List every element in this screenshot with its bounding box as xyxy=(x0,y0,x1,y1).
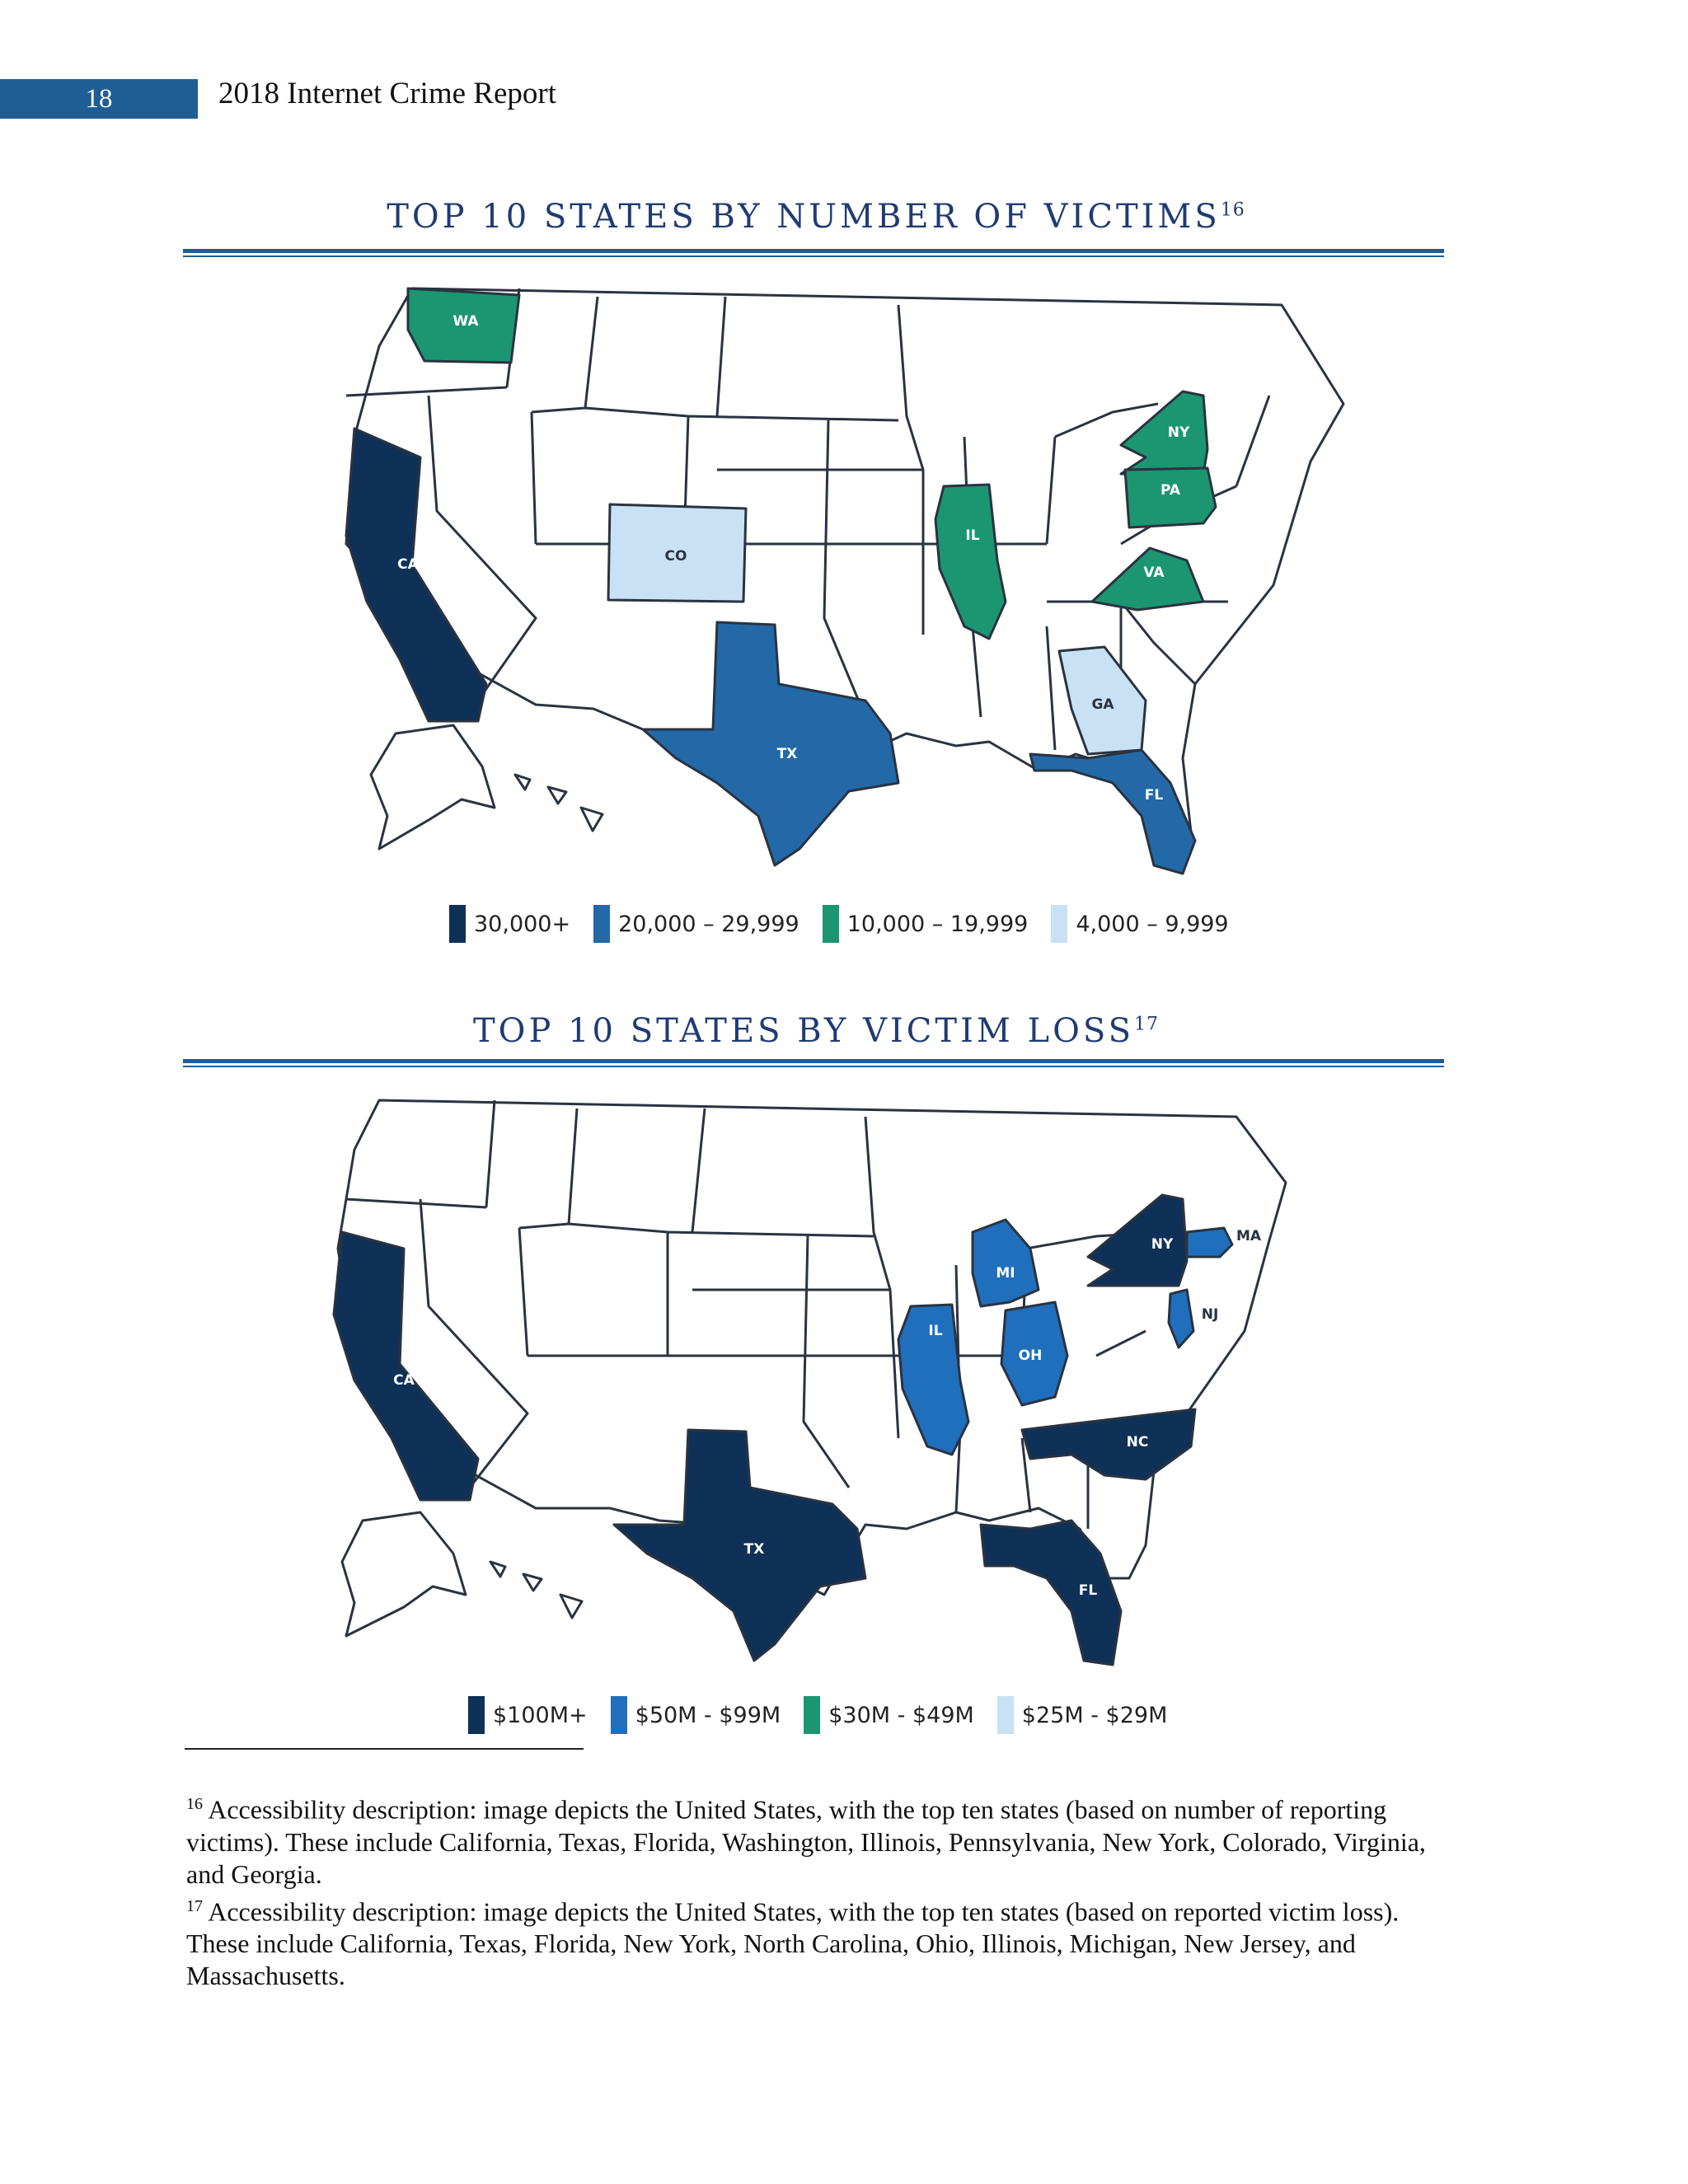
footnote-17 xyxy=(186,1891,1447,1993)
loss-legend-item xyxy=(804,1696,974,1734)
loss-legend-item xyxy=(997,1696,1168,1734)
label-oh: OH xyxy=(1018,1347,1043,1364)
label-mi: MI xyxy=(996,1265,1015,1282)
label-nc: NC xyxy=(1126,1434,1149,1451)
loss-legend xyxy=(468,1696,1190,1734)
victims-footnote-ref: 16 xyxy=(1220,199,1245,221)
legend-label: $25M - $29M xyxy=(1021,1702,1168,1728)
label-pa: PA xyxy=(1160,482,1181,499)
page-number: 18 xyxy=(0,79,198,119)
legend-swatch xyxy=(997,1696,1014,1734)
hawaii-outline xyxy=(490,1562,582,1618)
legend-label: 10,000 – 19,999 xyxy=(846,911,1029,937)
label-ny: NY xyxy=(1167,424,1190,441)
victims-legend-item xyxy=(593,905,799,943)
label-il: IL xyxy=(928,1323,943,1339)
state-ma xyxy=(1187,1228,1232,1257)
legend-label: $30M - $49M xyxy=(828,1702,974,1728)
victims-legend-item xyxy=(823,905,1029,943)
label-ma: MA xyxy=(1236,1228,1262,1244)
legend-swatch xyxy=(1051,905,1067,943)
legend-swatch xyxy=(593,905,610,943)
label-ny: NY xyxy=(1151,1236,1174,1253)
alaska-outline xyxy=(371,725,495,849)
loss-map-title xyxy=(0,1012,1632,1050)
loss-map-title-text: TOP 10 STATES BY VICTIM LOSS xyxy=(472,1012,1135,1050)
loss-us-map xyxy=(330,1084,1360,1677)
label-tx: TX xyxy=(743,1541,765,1558)
label-co: CO xyxy=(664,548,687,565)
footnote-number: 16 xyxy=(186,1795,203,1813)
running-header-title: 2018 Internet Crime Report xyxy=(218,77,556,110)
footnotes xyxy=(186,1788,1447,1992)
legend-label: 4,000 – 9,999 xyxy=(1076,911,1229,937)
footnote-text: Accessibility description: image depicts the United States, with the top ten states (based on number of reporting victims). These include California, Texas, Florida, Washington, Illinois, Pennsylvania, New York, Colorado, Virginia, and Georgia. xyxy=(186,1794,1426,1889)
label-va: VA xyxy=(1143,565,1165,581)
label-fl: FL xyxy=(1078,1582,1098,1599)
label-il: IL xyxy=(965,527,980,544)
legend-label: $50M - $99M xyxy=(635,1702,781,1728)
label-ca: CA xyxy=(397,556,419,573)
loss-title-rule xyxy=(183,1059,1444,1067)
loss-legend-item xyxy=(468,1696,588,1734)
label-ga: GA xyxy=(1091,696,1114,713)
footnote-text: Accessibility description: image depicts the United States, with the top ten states (based on reported victim loss). These include California, Texas, Florida, New York, North Carolina, Ohio, Illinois, Michigan, New Jersey, and Massachusetts. xyxy=(186,1896,1400,1991)
label-nj: NJ xyxy=(1201,1306,1219,1323)
alaska-outline xyxy=(342,1512,466,1636)
victims-us-map xyxy=(330,272,1360,882)
hawaii-outline xyxy=(515,775,603,831)
loss-legend-item xyxy=(611,1696,781,1734)
victims-map-title xyxy=(0,198,1632,236)
footnote-16 xyxy=(186,1788,1447,1891)
victims-legend-item xyxy=(1051,905,1228,943)
legend-label: 20,000 – 29,999 xyxy=(618,911,799,937)
legend-swatch xyxy=(804,1696,820,1734)
loss-footnote-ref: 17 xyxy=(1134,1014,1160,1035)
victims-map-title-text: TOP 10 STATES BY NUMBER OF VICTIMS xyxy=(387,198,1221,236)
legend-swatch xyxy=(449,905,466,943)
legend-swatch xyxy=(468,1696,485,1734)
label-ca: CA xyxy=(393,1372,415,1389)
victims-legend-item xyxy=(449,905,570,943)
label-wa: WA xyxy=(452,313,479,330)
legend-swatch xyxy=(611,1696,627,1734)
label-fl: FL xyxy=(1144,787,1164,804)
footnote-number: 17 xyxy=(186,1896,203,1915)
legend-label: 30,000+ xyxy=(474,911,571,937)
footnote-separator xyxy=(185,1748,584,1750)
label-tx: TX xyxy=(776,746,798,762)
legend-swatch xyxy=(823,905,839,943)
legend-label: $100M+ xyxy=(493,1702,588,1728)
victims-legend xyxy=(449,905,1252,943)
victims-title-rule xyxy=(183,249,1444,257)
